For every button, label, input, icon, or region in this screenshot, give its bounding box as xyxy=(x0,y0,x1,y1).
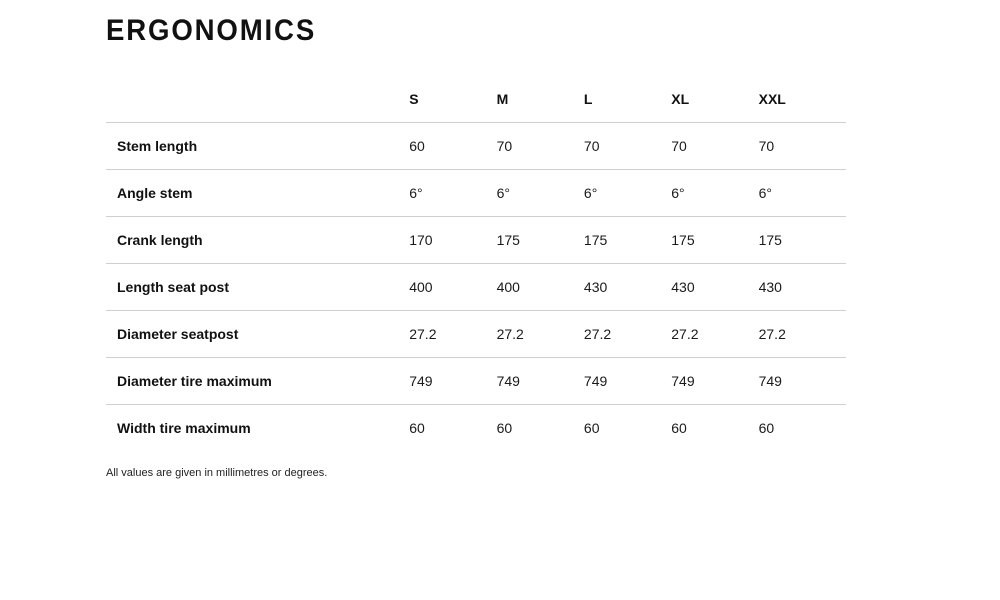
table-cell: 6° xyxy=(409,170,496,217)
header-size-l: L xyxy=(584,76,671,123)
section-title: ERGONOMICS xyxy=(106,14,317,47)
table-row xyxy=(106,170,846,217)
table-cell: 430 xyxy=(584,264,671,311)
table-cell: 60 xyxy=(409,123,496,170)
ergonomics-table xyxy=(106,76,846,451)
header-row xyxy=(106,76,846,123)
table-cell: 175 xyxy=(759,217,846,264)
table-cell: 60 xyxy=(583,420,600,436)
header-empty-cell xyxy=(106,76,409,123)
row-label: Angle stem xyxy=(106,170,409,217)
table-cell: 175 xyxy=(671,217,758,264)
row-label: Stem length xyxy=(106,123,409,170)
table-row xyxy=(106,405,846,452)
table-cell: 27.2 xyxy=(671,311,758,358)
table-cell: 27.2 xyxy=(759,311,846,358)
table-cell: 27.2 xyxy=(497,311,584,358)
header-size-s: S xyxy=(409,76,496,123)
table-cell: 170 xyxy=(409,217,496,264)
table-cell: 27.2 xyxy=(409,311,496,358)
row-label: Width tire maximum xyxy=(117,420,251,436)
table-cell: 60 xyxy=(496,420,513,436)
table-row xyxy=(106,264,846,311)
table-header xyxy=(106,76,846,123)
table-cell: 749 xyxy=(409,358,496,405)
table-cell: 6° xyxy=(671,170,758,217)
table-cell: 749 xyxy=(497,358,584,405)
header-size-m: M xyxy=(497,76,584,123)
table-cell: 400 xyxy=(409,264,496,311)
table-cell: 400 xyxy=(497,264,584,311)
row-label: Crank length xyxy=(106,217,409,264)
table-cell: 749 xyxy=(671,358,758,405)
table-cell: 175 xyxy=(497,217,584,264)
row-label: Diameter seatpost xyxy=(106,311,409,358)
table-cell: 70 xyxy=(584,123,671,170)
table-cell: 430 xyxy=(671,264,758,311)
table-cell: 60 xyxy=(671,420,687,436)
table-cell: 6° xyxy=(584,170,671,217)
table-cell: 430 xyxy=(759,264,846,311)
table-cell: 6° xyxy=(497,170,584,217)
table-cell: 27.2 xyxy=(584,311,671,358)
header-size-xxl: XXL xyxy=(759,76,846,123)
header-size-xl: XL xyxy=(671,76,758,123)
row-label: Length seat post xyxy=(106,264,409,311)
table-cell: 175 xyxy=(584,217,671,264)
table-cell: 60 xyxy=(409,420,425,436)
table-cell: 70 xyxy=(759,123,846,170)
footnote: All values are given in millimetres or degrees. xyxy=(106,467,328,479)
table-cell: 749 xyxy=(584,358,671,405)
table-cell: 6° xyxy=(759,170,846,217)
table-cell: 70 xyxy=(497,123,584,170)
table-body xyxy=(106,123,846,452)
table-row xyxy=(106,123,846,170)
table-cell: 70 xyxy=(671,123,758,170)
table-row xyxy=(106,217,846,264)
table-row xyxy=(106,358,846,405)
row-label: Diameter tire maximum xyxy=(106,358,409,405)
table-row xyxy=(106,311,846,358)
table-cell: 60 xyxy=(758,420,775,436)
table-cell: 749 xyxy=(759,358,846,405)
